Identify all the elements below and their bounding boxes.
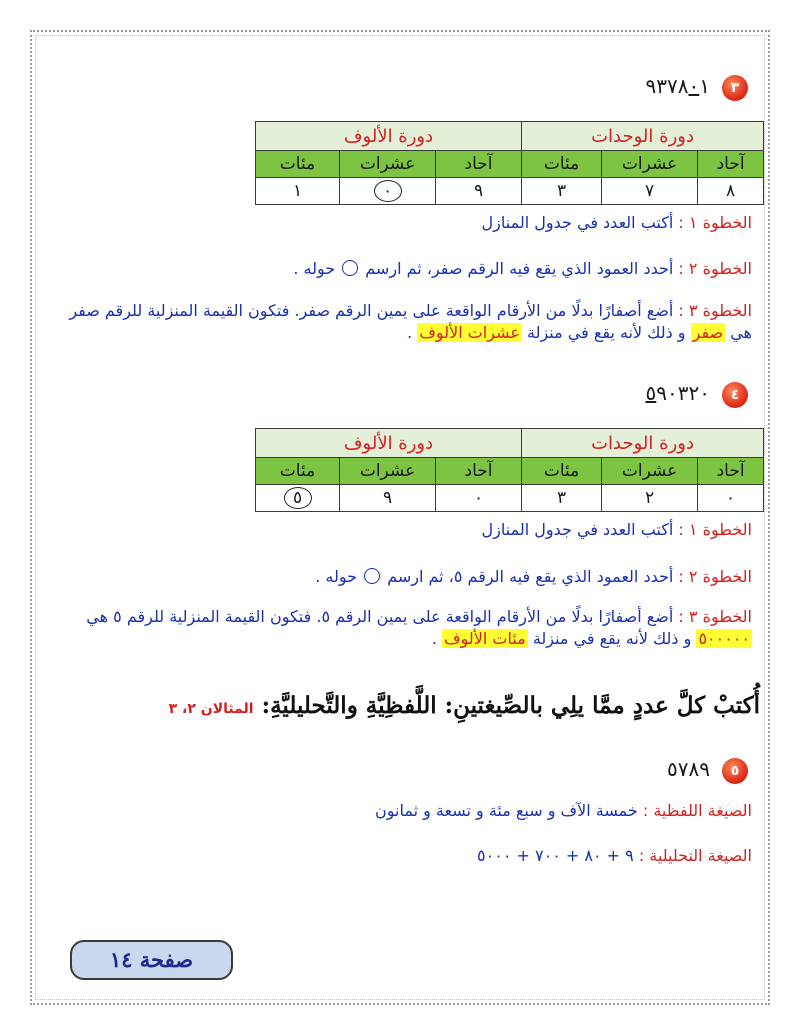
step-text: و ذلك لأنه يقع في منزلة xyxy=(532,629,692,649)
digit-cell: ٩ xyxy=(436,178,522,205)
q3-step-3 xyxy=(64,300,752,345)
place-ones: آحاد xyxy=(698,151,764,178)
place-ones: آحاد xyxy=(698,458,764,485)
q3-step-1 xyxy=(482,212,752,234)
digit-cell: ٠ xyxy=(698,485,764,512)
thousands-period-header: دورة الألوف xyxy=(256,122,522,151)
place-ten-thousands: عشرات xyxy=(340,151,436,178)
expanded-form-line xyxy=(477,845,752,867)
digit-cell: ٧ xyxy=(602,178,698,205)
number-part-zero: ٠ xyxy=(688,74,700,98)
circled-digit: ٠ xyxy=(374,180,402,202)
question-3-badge: ٣ xyxy=(722,75,748,101)
digit-cell: ٣ xyxy=(522,485,602,512)
units-period-header: دورة الوحدات xyxy=(522,122,764,151)
place-tens: عشرات xyxy=(602,458,698,485)
form-text: خمسة الآف و سبع مئة و تسعة و ثمانون xyxy=(374,801,638,820)
place-tens: عشرات xyxy=(602,151,698,178)
place-thousands: آحاد xyxy=(436,151,522,178)
circled-digit: ٥ xyxy=(284,487,312,509)
q4-step-3 xyxy=(64,606,752,651)
number-part-lead: ١ xyxy=(699,74,710,98)
question-3-number xyxy=(646,74,710,98)
step-label: الخطوة ١ : xyxy=(678,520,752,539)
step-label: الخطوة ٣ : xyxy=(678,301,752,320)
step-text: أكتب العدد في جدول المنازل xyxy=(481,520,674,539)
step-text: أحدد العمود الذي يقع فيه الرقم صفر، ثم ارسم xyxy=(365,259,674,278)
q4-place-value-table xyxy=(255,428,764,512)
step-text: حوله . xyxy=(293,259,336,278)
step-text: حوله . xyxy=(315,567,357,586)
circle-icon xyxy=(342,260,358,276)
digit-cell-circled xyxy=(256,485,340,512)
number-part-rest: ٩٠٣٢٠ xyxy=(656,381,710,405)
highlighted-place: عشرات الألوف xyxy=(419,323,520,343)
place-thousands: آحاد xyxy=(436,458,522,485)
thousands-period-header: دورة الألوف xyxy=(256,429,522,458)
place-hundred-thousands: مئات xyxy=(256,458,340,485)
step-text: . xyxy=(431,629,437,649)
highlighted-value: صفر xyxy=(692,323,724,343)
examples-reference: المثالان ٢، ٣ xyxy=(168,701,254,717)
digit-cell: ٠ xyxy=(436,485,522,512)
step-text: و ذلك لأنه يقع في منزلة xyxy=(526,323,686,343)
place-hundreds: مئات xyxy=(522,151,602,178)
q3-place-value-table xyxy=(255,121,764,205)
section-heading xyxy=(169,692,760,719)
step-label: الخطوة ١ : xyxy=(678,213,752,232)
form-label: الصيغة اللفظية : xyxy=(642,801,752,820)
step-text: أكتب العدد في جدول المنازل xyxy=(481,213,674,232)
question-5-badge: ٥ xyxy=(722,758,748,784)
page-number: صفحة ١٤ xyxy=(70,940,233,980)
number-part-lead: ٥ xyxy=(645,381,657,405)
step-label: الخطوة ٣ : xyxy=(678,607,752,626)
step-label: الخطوة ٢ : xyxy=(678,259,752,278)
question-4-badge: ٤ xyxy=(722,382,748,408)
digit-cell: ٨ xyxy=(698,178,764,205)
digit-cell-circled xyxy=(340,178,436,205)
digit-cell: ٢ xyxy=(602,485,698,512)
q4-step-2 xyxy=(315,566,752,588)
digit-cell: ٩ xyxy=(340,485,436,512)
place-hundreds: مئات xyxy=(522,458,602,485)
step-text: . xyxy=(407,323,413,343)
circle-icon xyxy=(364,568,380,584)
q3-step-2 xyxy=(293,258,752,280)
verbal-form-line xyxy=(375,800,752,822)
form-text: ٩ + ٨٠ + ٧٠٠ + ٥٠٠٠ xyxy=(477,846,634,865)
question-4-number xyxy=(646,381,710,405)
step-text: أضع أصفارًا بدلًا من الأرقام الواقعة على يمين الرقم ٥. فتكون القيمة المنزلية للرقم ٥ هي xyxy=(86,607,674,626)
step-text: أضع أصفارًا بدلًا من الأرقام الواقعة على يمين الرقم صفر. فتكون القيمة المنزلية للرقم صفر هي xyxy=(69,301,752,343)
number-part-main: ٩٣٧٨ xyxy=(645,74,689,98)
form-label: الصيغة التحليلية : xyxy=(638,846,752,865)
heading-text: أُكتبْ كلَّ عددٍ ممَّا يلِي بالصِّيغتينِ: اللَّفظِيَّةِ والتَّحليليَّةِ: xyxy=(261,692,760,719)
place-hundred-thousands: مئات xyxy=(256,151,340,178)
highlighted-value: ٥٠٠٠٠٠ xyxy=(698,629,750,649)
place-ten-thousands: عشرات xyxy=(340,458,436,485)
digit-cell: ٣ xyxy=(522,178,602,205)
q4-step-1 xyxy=(482,519,752,541)
step-label: الخطوة ٢ : xyxy=(678,567,752,586)
step-text: أحدد العمود الذي يقع فيه الرقم ٥، ثم ارسم xyxy=(387,567,674,586)
highlighted-place: مئات الألوف xyxy=(444,629,526,649)
question-5-number: ٥٧٨٩ xyxy=(667,757,710,781)
digit-cell: ١ xyxy=(256,178,340,205)
units-period-header: دورة الوحدات xyxy=(522,429,764,458)
